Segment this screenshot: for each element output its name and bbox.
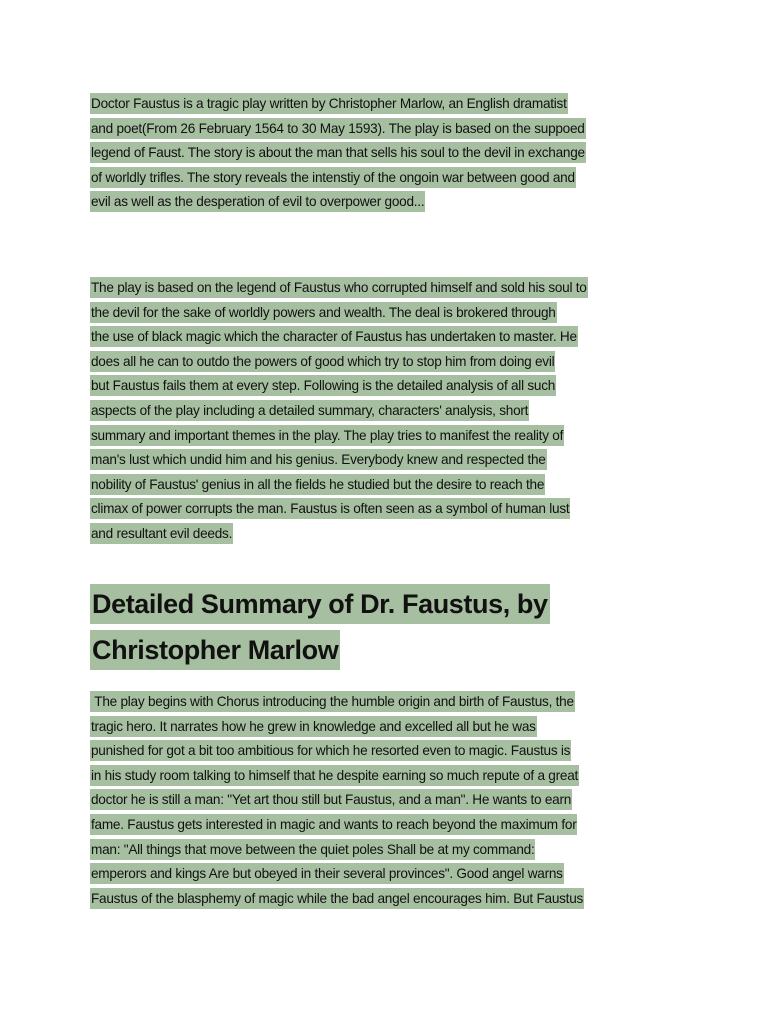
- heading-line: [90, 584, 690, 630]
- highlighted-text: The play is based on the legend of Faustus who corrupted himself and sold his soul to: [90, 277, 588, 298]
- intro-paragraph: [90, 93, 690, 216]
- highlighted-text: aspects of the play including a detailed summary, characters' analysis, short: [90, 400, 529, 421]
- paragraph-line: [90, 449, 690, 474]
- paragraph-line: [90, 351, 690, 376]
- paragraph-line: [90, 863, 690, 888]
- highlighted-text: does all he can to outdo the powers of good which try to stop him from doing evil: [90, 351, 555, 372]
- legend-paragraph: [90, 277, 690, 548]
- highlighted-text: climax of power corrupts the man. Faustus is often seen as a symbol of human lust: [90, 498, 570, 519]
- highlighted-text: fame. Faustus gets interested in magic and wants to reach beyond the maximum for: [90, 814, 577, 835]
- summary-paragraph: [90, 691, 690, 912]
- paragraph-line: [90, 191, 690, 216]
- paragraph-line: [90, 142, 690, 167]
- paragraph-line: [90, 523, 690, 548]
- paragraph-line: [90, 691, 690, 716]
- paragraph-line: [90, 814, 690, 839]
- highlighted-text: of worldly trifles. The story reveals the intenstiy of the ongoin war between good and: [90, 167, 576, 188]
- paragraph-line: [90, 93, 690, 118]
- highlighted-text: punished for got a bit too ambitious for which he resorted even to magic. Faustus is: [90, 740, 571, 761]
- section-heading: [90, 584, 690, 676]
- highlighted-text: and poet(From 26 February 1564 to 30 May 1593). The play is based on the suppoed: [90, 118, 586, 139]
- highlighted-text: Doctor Faustus is a tragic play written by Christopher Marlow, an English dramatist: [90, 93, 568, 114]
- paragraph-line: [90, 474, 690, 499]
- paragraph-line: [90, 167, 690, 192]
- highlighted-text: man's lust which undid him and his genius. Everybody knew and respected the: [90, 449, 547, 470]
- highlighted-text: man: "All things that move between the quiet poles Shall be at my command:: [90, 839, 535, 860]
- highlighted-text: evil as well as the desperation of evil to overpower good...: [90, 191, 425, 212]
- highlighted-text: in his study room talking to himself that he despite earning so much repute of a great: [90, 765, 579, 786]
- highlighted-text: legend of Faust. The story is about the man that sells his soul to the devil in exchange: [90, 142, 586, 163]
- highlighted-text: emperors and kings Are but obeyed in their several provinces". Good angel warns: [90, 863, 564, 884]
- highlighted-text: nobility of Faustus' genius in all the fields he studied but the desire to reach the: [90, 474, 545, 495]
- paragraph-line: [90, 765, 690, 790]
- paragraph-line: [90, 118, 690, 143]
- heading-text: Christopher Marlow: [90, 630, 340, 670]
- paragraph-line: [90, 400, 690, 425]
- paragraph-line: [90, 498, 690, 523]
- paragraph-line: [90, 326, 690, 351]
- paragraph-line: [90, 716, 690, 741]
- highlighted-text: summary and important themes in the play. The play tries to manifest the reality of: [90, 425, 564, 446]
- highlighted-text: the devil for the sake of worldly powers and wealth. The deal is brokered through: [90, 302, 557, 323]
- paragraph-line: [90, 888, 690, 913]
- paragraph-line: [90, 425, 690, 450]
- highlighted-text: Faustus of the blasphemy of magic while the bad angel encourages him. But Faustus: [90, 888, 584, 909]
- highlighted-text: doctor he is still a man: "Yet art thou still but Faustus, and a man". He wants to earn: [90, 789, 572, 810]
- highlighted-text: and resultant evil deeds.: [90, 523, 233, 544]
- highlighted-text: the use of black magic which the character of Faustus has undertaken to master. He: [90, 326, 578, 347]
- paragraph-line: [90, 375, 690, 400]
- heading-line: [90, 630, 690, 676]
- paragraph-line: [90, 302, 690, 327]
- paragraph-line: [90, 277, 690, 302]
- heading-text: Detailed Summary of Dr. Faustus, by: [90, 584, 550, 624]
- paragraph-line: [90, 839, 690, 864]
- highlighted-text: but Faustus fails them at every step. Following is the detailed analysis of all such: [90, 375, 556, 396]
- highlighted-text: The play begins with Chorus introducing the humble origin and birth of Faustus, the: [90, 691, 575, 712]
- highlighted-text: tragic hero. It narrates how he grew in knowledge and excelled all but he was: [90, 716, 537, 737]
- paragraph-line: [90, 789, 690, 814]
- paragraph-line: [90, 740, 690, 765]
